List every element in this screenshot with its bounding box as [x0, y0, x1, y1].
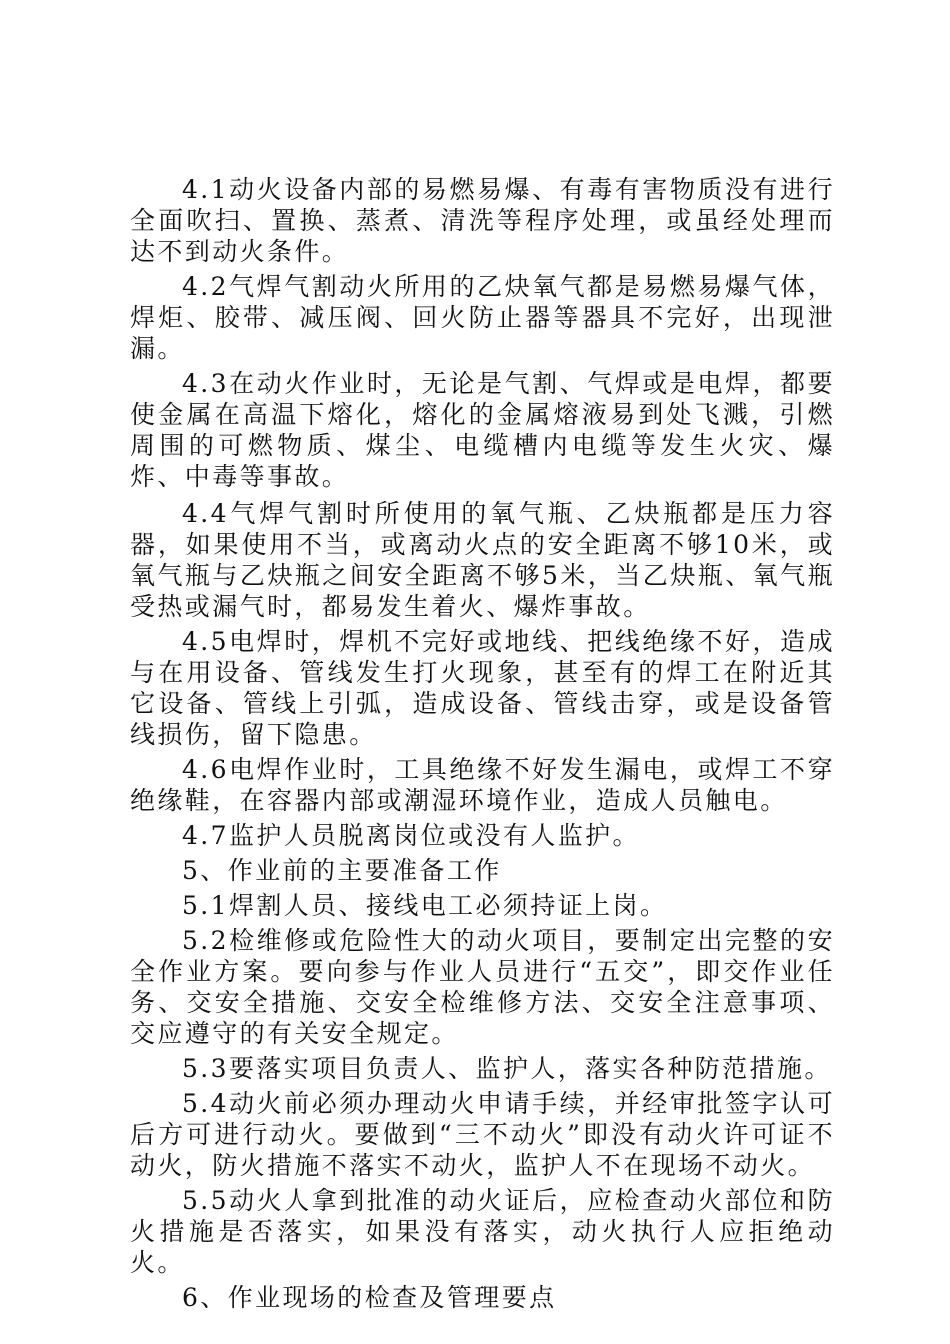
paragraph-5-4: 5.4动火前必须办理动火申请手续，并经审批签字认可后方可进行动火。要做到“三不动火”即没有动火许可证不动火，防火措施不落实不动火，监护人不在现场不动火。 — [130, 1089, 835, 1180]
paragraph-5-2: 5.2检维修或危险性大的动火项目，要制定出完整的安全作业方案。要向参与作业人员进行“五交”，即交作业任务、交安全措施、交安全检维修方法、交安全注意事项、交应遵守的有关安全规定。 — [130, 926, 835, 1048]
paragraph-5-3: 5.3要落实项目负责人、监护人，落实各种防范措施。 — [182, 1054, 832, 1083]
paragraph-4-7: 4.7监护人员脱离岗位或没有人监护。 — [182, 821, 640, 850]
document-body — [130, 174, 835, 1313]
paragraph-4-5: 4.5电焊时，焊机不完好或地线、把线绝缘不好，造成与在用设备、管线发生打火现象，甚至有的焊工在附近其它设备、管线上引弧，造成设备、管线击穿，或是设备管线损伤，留下隐患。 — [130, 627, 835, 749]
paragraph-4-4: 4.4气焊气割时所使用的氧气瓶、乙炔瓶都是压力容器，如果使用不当，或离动火点的安全距离不够10米，或氧气瓶与乙炔瓶之间安全距离不够5米，当乙炔瓶、氧气瓶受热或漏气时，都易发生着火、爆炸事故。 — [130, 499, 835, 621]
section-heading-6: 6、作业现场的检查及管理要点 — [182, 1283, 557, 1312]
paragraph-4-3: 4.3在动火作业时，无论是气割、气焊或是电焊，都要使金属在高温下熔化，熔化的金属熔液易到处飞溅，引燃周围的可燃物质、煤尘、电缆槽内电缆等发生火灾、爆炸、中毒等事故。 — [130, 369, 835, 491]
paragraph-5-5: 5.5动火人拿到批准的动火证后，应检查动火部位和防火措施是否落实，如果没有落实，动火执行人应拒绝动火。 — [130, 1186, 835, 1277]
paragraph-5-1: 5.1焊割人员、接线电工必须持证上岗。 — [182, 891, 668, 920]
paragraph-4-1: 4.1动火设备内部的易燃易爆、有毒有害物质没有进行全面吹扫、置换、蒸煮、清洗等程序处理，或虽经处理而达不到动火条件。 — [130, 175, 835, 266]
paragraph-4-2: 4.2气焊气割动火所用的乙炔氧气都是易燃易爆气体，焊炬、胶带、减压阀、回火防止器等器具不完好，出现泄漏。 — [130, 272, 835, 363]
paragraph-4-6: 4.6电焊作业时，工具绝缘不好发生漏电，或焊工不穿绝缘鞋，在容器内部或潮湿环境作业，造成人员触电。 — [130, 755, 835, 815]
section-heading-5: 5、作业前的主要准备工作 — [182, 856, 502, 885]
